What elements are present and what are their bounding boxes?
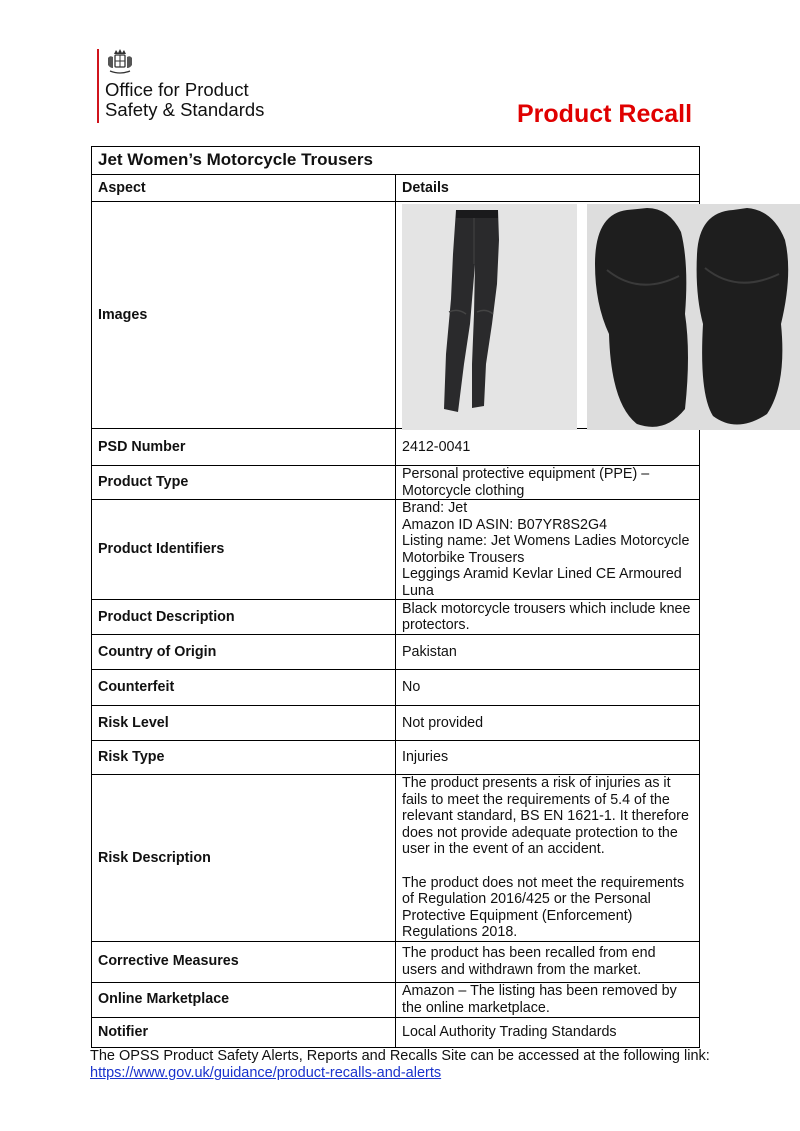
product-description-label: Product Description [92,600,396,635]
table-row-images [92,202,700,429]
risk-description-para1: The product presents a risk of injuries as it fails to meet the requirements of 5.4 of the relevant standard, BS EN 1621-1. It therefore does not provide adequate protection to the user in the event of an accident. [402,775,689,857]
table-row-description [92,600,700,635]
risk-description-label: Risk Description [92,775,396,942]
product-recall-heading: Product Recall [517,100,693,128]
org-name [105,80,264,120]
column-header-details: Details [396,175,700,202]
psd-number-value: 2412-0041 [396,429,700,466]
recall-table [91,146,700,1048]
product-type-value: Personal protective equipment (PPE) – Motorcycle clothing [396,466,700,500]
notifier-label: Notifier [92,1017,396,1047]
table-row-notifier [92,1017,700,1047]
table-row-risk-description [92,775,700,942]
risk-description-value [396,775,700,942]
identifier-listing-name-cont: Leggings Aramid Kevlar Lined CE Armoured Luna [402,566,682,599]
table-row-counterfeit [92,670,700,706]
knee-protectors-photo [587,204,800,430]
recalls-site-link[interactable]: https://www.gov.uk/guidance/product-recalls-and-alerts [90,1065,442,1081]
table-row-corrective [92,941,700,982]
product-identifiers-label: Product Identifiers [92,500,396,600]
table-row-marketplace [92,982,700,1017]
table-header-row [92,175,700,202]
identifier-asin: Amazon ID ASIN: B07YR8S2G4 [402,516,608,533]
risk-level-value: Not provided [396,706,700,741]
online-marketplace-label: Online Marketplace [92,982,396,1017]
identifier-listing-name: Listing name: Jet Womens Ladies Motorcycle Motorbike Trousers [402,533,690,566]
table-row-origin [92,635,700,670]
online-marketplace-value: Amazon – The listing has been removed by the online marketplace. [396,982,700,1017]
images-label: Images [92,202,396,429]
corrective-measures-value: The product has been recalled from end users and withdrawn from the market. [396,941,700,982]
column-header-aspect: Aspect [92,175,396,202]
corrective-measures-label: Corrective Measures [92,941,396,982]
logo-divider [97,49,99,123]
table-row-risk-level [92,706,700,741]
org-name-line1: Office for Product [105,79,249,100]
counterfeit-value: No [396,670,700,706]
psd-number-label: PSD Number [92,429,396,466]
counterfeit-label: Counterfeit [92,670,396,706]
images-cell [396,202,700,429]
org-name-line2: Safety & Standards [105,99,265,120]
identifier-brand: Brand: Jet [402,500,468,516]
product-type-label: Product Type [92,466,396,500]
trousers-photo [402,204,577,430]
footer-note [90,1048,710,1082]
product-description-value: Black motorcycle trousers which include knee protectors. [396,600,700,635]
table-row-risk-type [92,741,700,775]
risk-level-label: Risk Level [92,706,396,741]
risk-type-label: Risk Type [92,741,396,775]
table-row-psd [92,429,700,466]
table-row-product-type [92,466,700,500]
notifier-value: Local Authority Trading Standards [396,1017,700,1047]
risk-type-value: Injuries [396,741,700,775]
risk-description-para2: The product does not meet the requirements of Regulation 2016/425 or the Personal Protective Equipment (Enforcement) Regulations 2018. [402,874,685,940]
table-row-identifiers [92,500,700,600]
country-of-origin-label: Country of Origin [92,635,396,670]
footer-text: The OPSS Product Safety Alerts, Reports and Recalls Site can be accessed at the following link: [90,1048,710,1064]
country-of-origin-value: Pakistan [396,635,700,670]
royal-crest-icon [105,46,135,76]
product-title: Jet Women’s Motorcycle Trousers [92,147,700,175]
table-title-row [92,147,700,175]
opss-logo [97,46,297,126]
product-identifiers-value [396,500,700,600]
